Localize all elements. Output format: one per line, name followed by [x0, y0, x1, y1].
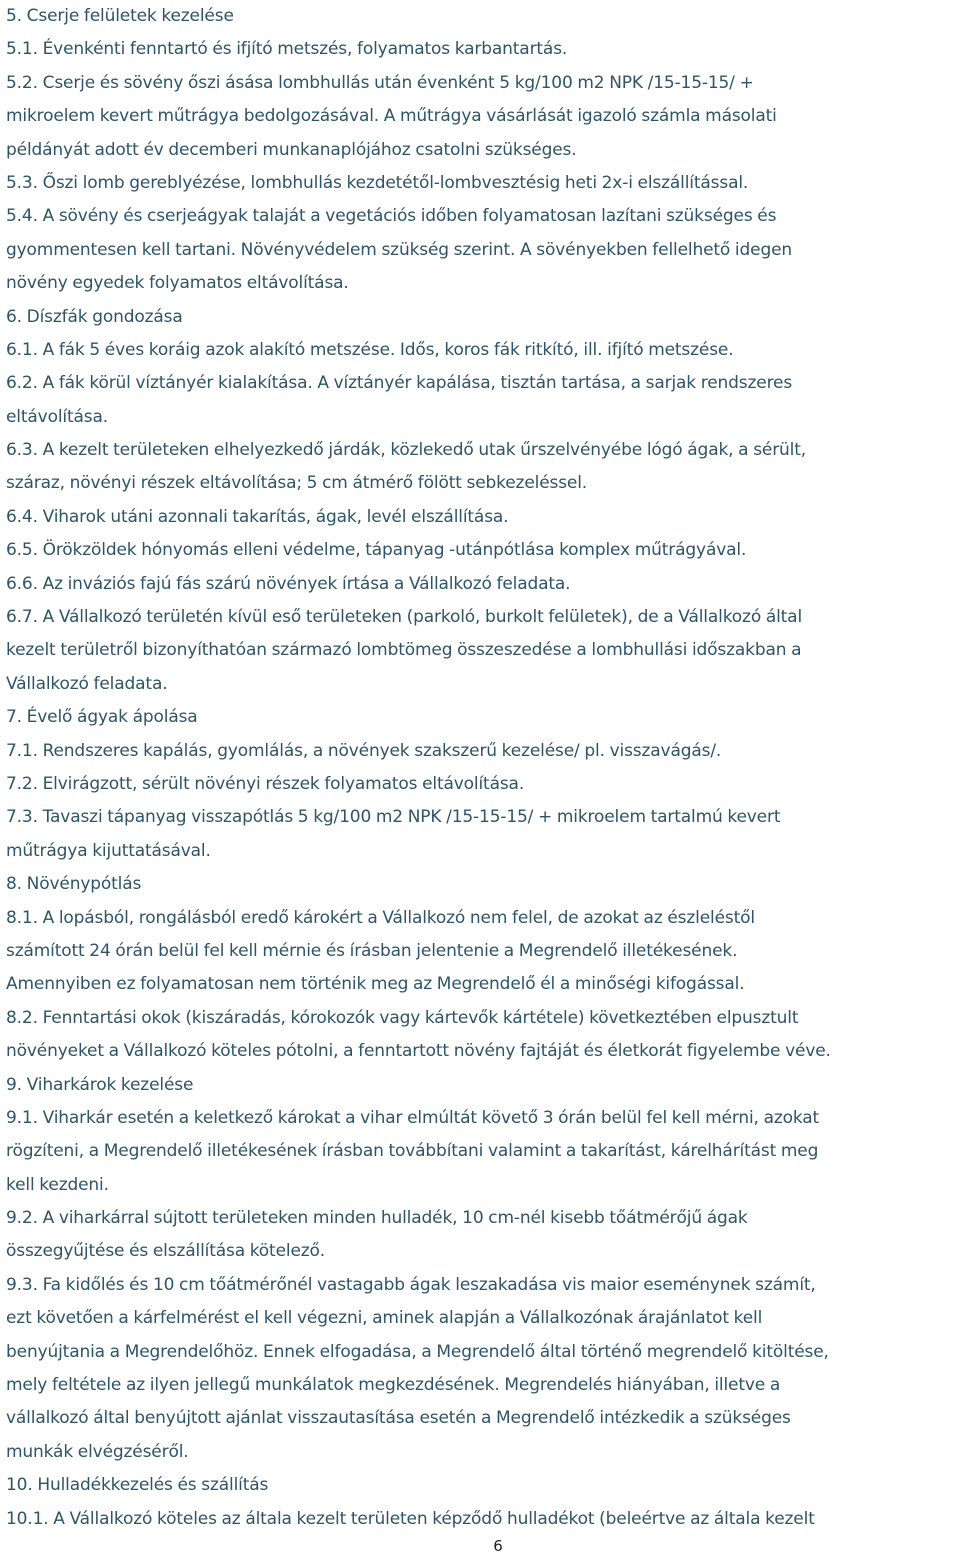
text-line: munkák elvégzéséről.: [6, 1441, 189, 1462]
text-line: növény egyedek folyamatos eltávolítása.: [6, 273, 349, 294]
text-line: eltávolítása.: [6, 406, 108, 427]
text-line: 9.1. Viharkár esetén a keletkező károkat a vihar elmúltát követő 3 órán belül fel kell mérni, azokat: [6, 1107, 820, 1128]
text-line: 6.6. Az inváziós fajú fás szárú növények írtása a Vállalkozó feladata.: [6, 573, 571, 594]
text-line: ezt követően a kárfelmérést el kell végezni, aminek alapján a Vállalkozónak árajánlatot kell: [6, 1308, 763, 1329]
text-line: 8. Növénypótlás: [6, 874, 142, 895]
text-line: mikroelem kevert műtrágya bedolgozásával. A műtrágya vásárlását igazoló számla másolati: [6, 106, 777, 127]
text-line: 10. Hulladékkezelés és szállítás: [6, 1475, 269, 1496]
text-line: 6.2. A fák körül víztányér kialakítása. A víztányér kapálása, tisztán tartása, a sarjak rendszeres: [6, 373, 793, 394]
text-line: 8.2. Fenntartási okok (kiszáradás, kórokozók vagy kártevők kártétele) következtében elpusztult: [6, 1007, 799, 1028]
text-line: 5.2. Cserje és sövény őszi ásása lombhullás után évenként 5 kg/100 m2 NPK /15-15-15/ +: [6, 72, 754, 93]
text-line: 9.3. Fa kidőlés és 10 cm tőátmérőnél vastagabb ágak leszakadása vis maior eseménynek számít,: [6, 1274, 816, 1295]
text-line: kezelt területről bizonyíthatóan származó lombtömeg összeszedése a lombhullási időszakban a: [6, 640, 802, 661]
text-line: számított 24 órán belül fel kell mérnie és írásban jelentenie a Megrendelő illetékesének.: [6, 940, 738, 961]
text-line: 5.3. Őszi lomb gereblyézése, lombhullás kezdetétől-lombvesztésig heti 2x-i elszállítással.: [6, 172, 749, 193]
text-line: 7.2. Elvirágzott, sérült növényi részek folyamatos eltávolítása.: [6, 773, 525, 794]
document-body: [6, 0, 956, 1536]
text-line: 6. Díszfák gondozása: [6, 306, 183, 327]
text-line: 5.1. Évenkénti fenntartó és ifjító metszés, folyamatos karbantartás.: [6, 39, 568, 60]
text-line: 5. Cserje felületek kezelése: [6, 6, 234, 26]
text-line: mely feltétele az ilyen jellegű munkálatok megkezdésének. Megrendelés hiányában, illetve a: [6, 1375, 781, 1396]
text-line: kell kezdeni.: [6, 1174, 109, 1195]
text-line: vállalkozó által benyújtott ajánlat visszautasítása esetén a Megrendelő intézkedik a szükséges: [6, 1408, 791, 1429]
text-line: benyújtania a Megrendelőhöz. Ennek elfogadása, a Megrendelő által történő megrendelő kitöltése,: [6, 1341, 829, 1362]
text-line: 7.1. Rendszeres kapálás, gyomlálás, a növények szakszerű kezelése/ pl. visszavágás/.: [6, 740, 722, 761]
text-line: 9. Viharkárok kezelése: [6, 1074, 194, 1095]
text-line: 6.7. A Vállalkozó területén kívül eső területeken (parkoló, burkolt felületek), de a Vállalkozó által: [6, 607, 803, 628]
text-line: műtrágya kijuttatásával.: [6, 840, 211, 861]
text-line: 7.3. Tavaszi tápanyag visszapótlás 5 kg/100 m2 NPK /15-15-15/ + mikroelem tartalmú kevert: [6, 807, 781, 828]
text-line: száraz, növényi részek eltávolítása; 5 cm átmérő fölött sebkezeléssel.: [6, 473, 588, 494]
text-line: növényeket a Vállalkozó köteles pótolni, a fenntartott növény fajtáját és életkorát figyelembe véve.: [6, 1041, 831, 1062]
text-line: 10.1. A Vállalkozó köteles az általa kezelt területen képződő hulladékot (beleértve az általa kezelt: [6, 1508, 815, 1529]
text-line: példányát adott év decemberi munkanaplójához csatolni szükséges.: [6, 139, 577, 160]
text-line: 7. Évelő ágyak ápolása: [6, 707, 198, 728]
text-line: összegyűjtése és elszállítása kötelező.: [6, 1241, 326, 1262]
text-line: 6.4. Viharok utáni azonnali takarítás, ágak, levél elszállítása.: [6, 506, 509, 527]
page-number: 6: [493, 1537, 503, 1555]
text-line: 6.3. A kezelt területeken elhelyezkedő járdák, közlekedő utak űrszelvényébe lógó ágak, a sérült,: [6, 440, 807, 461]
text-line: 6.5. Örökzöldek hónyomás elleni védelme, tápanyag -utánpótlása komplex műtrágyával.: [6, 540, 747, 561]
text-line: Vállalkozó feladata.: [6, 673, 168, 694]
text-line: Amennyiben ez folyamatosan nem történik meg az Megrendelő él a minőségi kifogással.: [6, 974, 745, 995]
text-line: 6.1. A fák 5 éves koráig azok alakító metszése. Idős, koros fák ritkító, ill. ifjító metszése.: [6, 339, 734, 360]
text-line: rögzíteni, a Megrendelő illetékesének írásban továbbítani valamint a takarítást, kárelhárítást meg: [6, 1141, 819, 1162]
text-line: gyommentesen kell tartani. Növényvédelem szükség szerint. A sövényekben fellelhető idegen: [6, 239, 793, 260]
text-line: 9.2. A viharkárral sújtott területeken minden hulladék, 10 cm-nél kisebb tőátmérőjű ágak: [6, 1208, 748, 1229]
text-line: 5.4. A sövény és cserjeágyak talaját a vegetációs időben folyamatosan lazítani szükséges és: [6, 206, 777, 227]
text-line: 8.1. A lopásból, rongálásból eredő károkért a Vállalkozó nem felel, de azokat az észleléstől: [6, 907, 755, 928]
